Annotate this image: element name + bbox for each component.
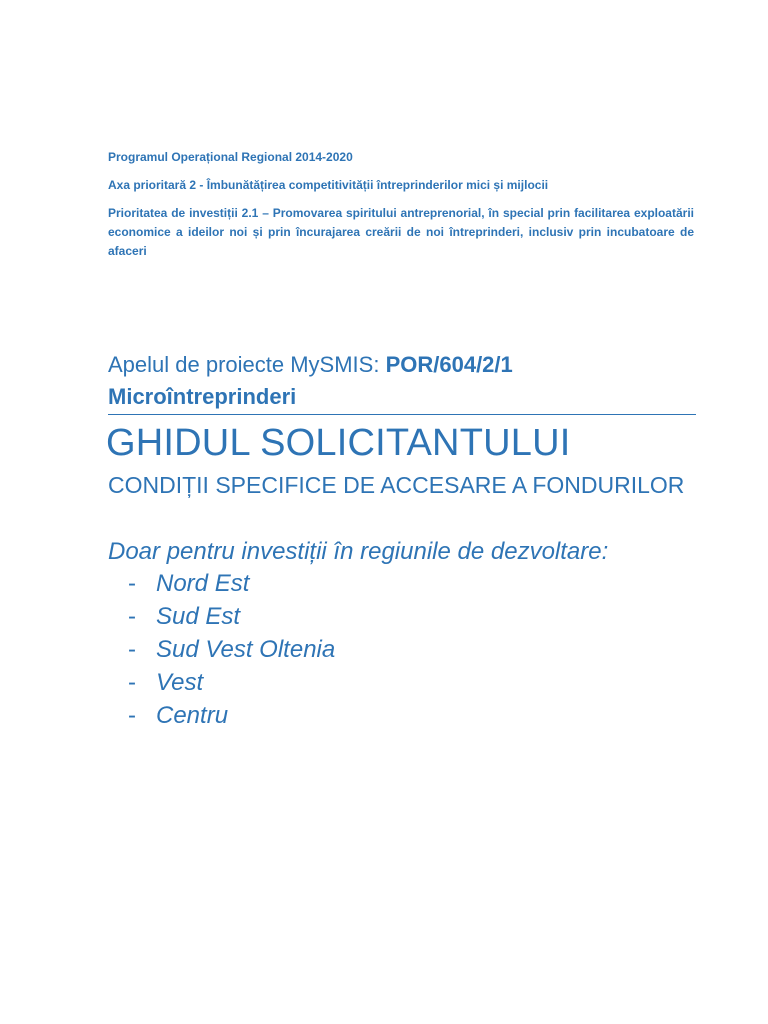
- investment-priority: Prioritatea de investiții 2.1 – Promovarea spiritului antreprenorial, în special prin facilitarea exploatării economice a ideilor noi și prin încurajarea creării de noi întreprinderi, inclusiv prin incubatoare de afaceri: [108, 206, 694, 258]
- list-item: [128, 633, 335, 666]
- region-name: Nord Est: [156, 570, 250, 597]
- page-subtitle: CONDIȚII SPECIFICE DE ACCESARE A FONDURILOR: [108, 472, 685, 498]
- list-item: [128, 666, 335, 699]
- regions-intro: Doar pentru investiții în regiunile de dezvoltare:: [108, 538, 609, 565]
- bullet-dash: -: [128, 636, 136, 663]
- title-divider: [108, 414, 696, 415]
- program-header: [108, 148, 694, 261]
- call-code: POR/604/2/1: [385, 352, 513, 377]
- bullet-dash: -: [128, 603, 136, 630]
- region-name: Vest: [156, 669, 204, 696]
- program-name: Programul Operațional Regional 2014-2020: [108, 150, 353, 164]
- bullet-dash: -: [128, 669, 136, 696]
- priority-axis: Axa prioritară 2 - Îmbunătățirea competitivității întreprinderilor mici și mijlocii: [108, 178, 549, 192]
- call-subtitle: Microîntreprinderi: [108, 384, 297, 409]
- region-name: Centru: [156, 702, 229, 729]
- bullet-dash: -: [128, 702, 136, 729]
- call-prefix: Apelul de proiecte MySMIS:: [108, 352, 386, 377]
- call-for-projects: [108, 350, 698, 380]
- region-name: Sud Vest Oltenia: [156, 636, 336, 663]
- page-title: GHIDUL SOLICITANTULUI: [106, 422, 571, 464]
- region-name: Sud Est: [156, 603, 241, 630]
- list-item: [128, 699, 335, 732]
- region-list: [128, 567, 335, 732]
- list-item: [128, 567, 335, 600]
- bullet-dash: -: [128, 570, 136, 597]
- list-item: [128, 600, 335, 633]
